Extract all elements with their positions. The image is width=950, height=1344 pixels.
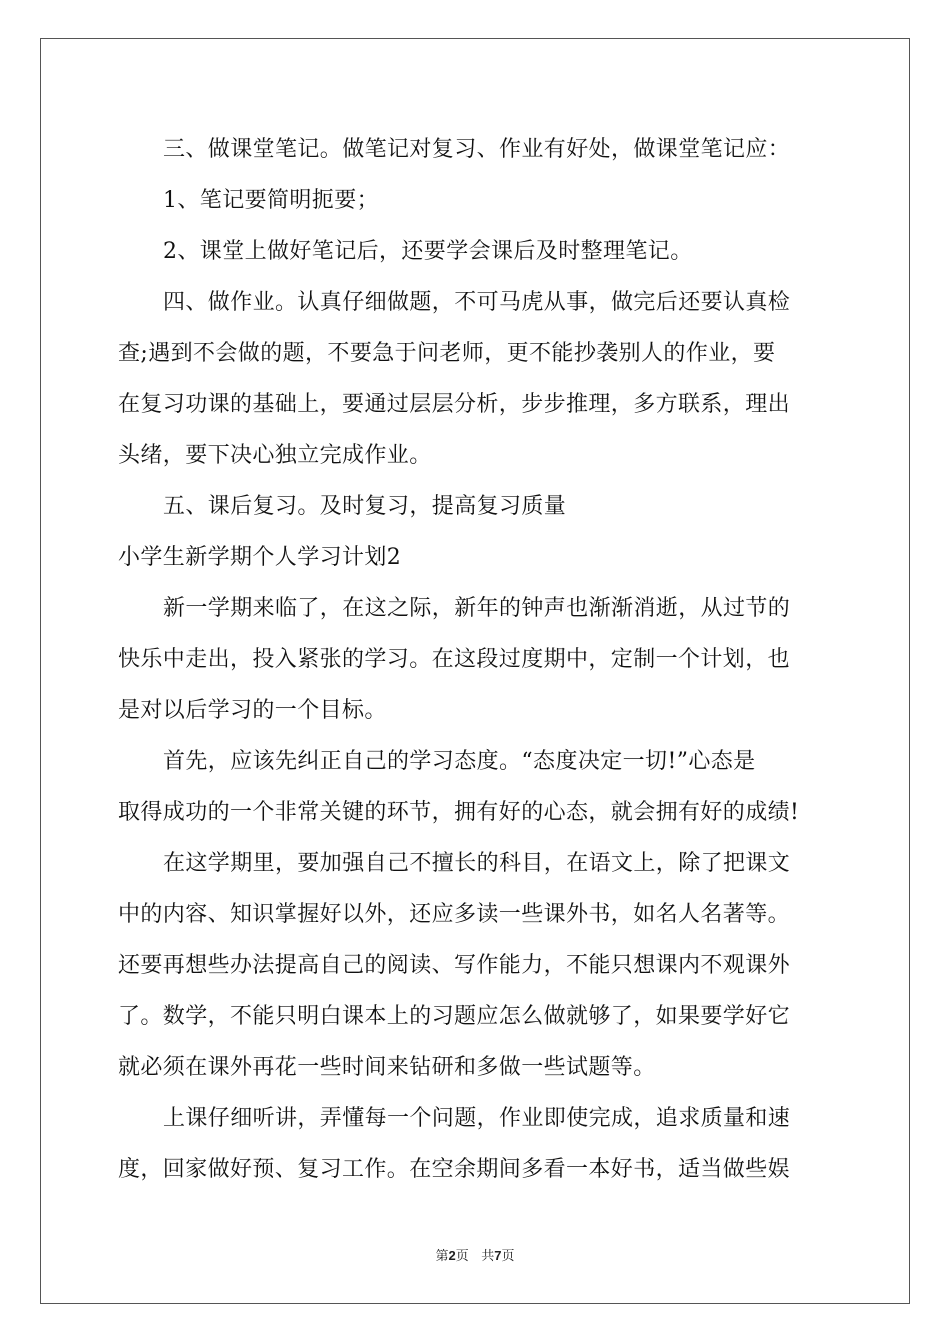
text-line: 度，回家做好预、复习工作。在空余期间多看一本好书，适当做些娱: [118, 1157, 791, 1182]
text-line: 新一学期来临了，在这之际，新年的钟声也渐渐消逝，从过节的: [163, 596, 791, 621]
text-line: 三、做课堂笔记。做笔记对复习、作业有好处，做课堂笔记应：: [163, 137, 791, 162]
text-line: 五、课后复习。及时复习，提高复习质量: [163, 494, 567, 519]
text-line: 就必须在课外再花一些时间来钻研和多做一些试题等。: [118, 1055, 656, 1080]
text-line: 在这学期里，要加强自己不擅长的科目，在语文上，除了把课文: [163, 851, 791, 876]
footer-page-number: 2: [448, 1248, 456, 1263]
text-line: 了。数学，不能只明白课本上的习题应怎么做就够了，如果要学好它: [118, 1004, 791, 1029]
text-line: 查;遇到不会做的题，不要急于问老师，更不能抄袭别人的作业，要: [118, 341, 776, 366]
text-line: 中的内容、知识掌握好以外，还应多读一些课外书，如名人名著等。: [118, 902, 791, 927]
text-line: 是对以后学习的一个目标。: [118, 698, 387, 723]
footer-page-prefix: 第: [435, 1249, 449, 1264]
text-line: 首先，应该先纠正自己的学习态度。“态度决定一切!”心态是: [163, 749, 756, 774]
text-line: 还要再想些办法提高自己的阅读、写作能力，不能只想课内不观课外: [118, 953, 791, 978]
text-line: 快乐中走出，投入紧张的学习。在这段过度期中，定制一个计划，也: [118, 647, 791, 672]
footer-total-pages: 7: [494, 1248, 502, 1263]
section-heading: 小学生新学期个人学习计划2: [118, 545, 402, 570]
text-line: 1、笔记要简明扼要；: [163, 188, 379, 213]
text-line: 取得成功的一个非常关键的环节，拥有好的心态，就会拥有好的成绩!: [118, 800, 800, 825]
text-line: 在复习功课的基础上，要通过层层分析，步步推理，多方联系，理出: [118, 392, 791, 417]
text-line: 2、课堂上做好笔记后，还要学会课后及时整理笔记。: [163, 239, 693, 264]
text-line: 头绪，要下决心独立完成作业。: [118, 443, 432, 468]
footer-total-suffix: 页: [501, 1249, 515, 1264]
footer-total-prefix: 共: [481, 1249, 495, 1264]
text-line: 四、做作业。认真仔细做题，不可马虎从事，做完后还要认真检: [163, 290, 791, 315]
text-line: 上课仔细听讲，弄懂每一个问题，作业即使完成，追求质量和速: [163, 1106, 791, 1131]
page-footer: [0, 1248, 950, 1265]
document-body: [118, 124, 834, 1195]
footer-page-suffix: 页: [455, 1249, 469, 1264]
